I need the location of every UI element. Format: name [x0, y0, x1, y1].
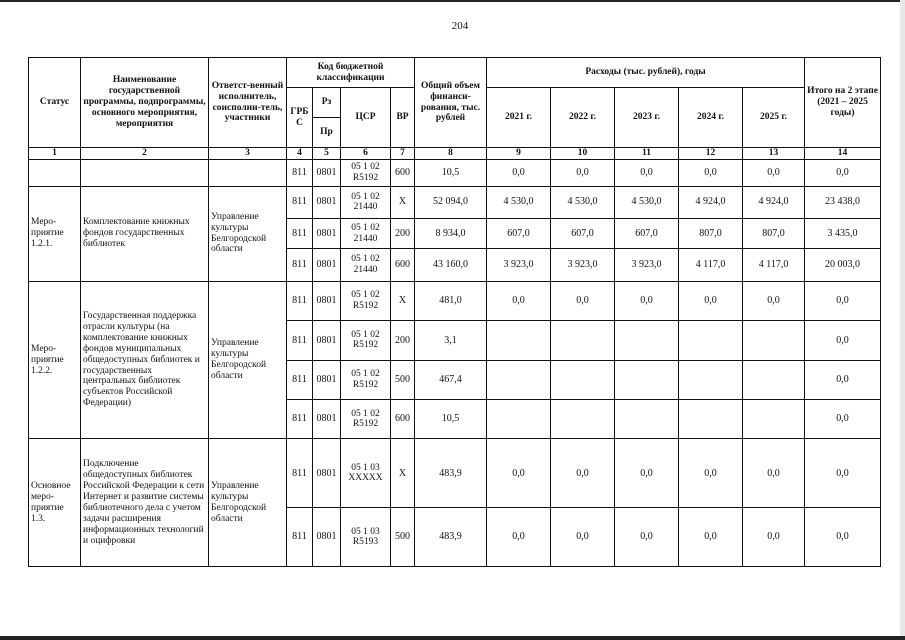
grbs-cell: 811 [287, 321, 313, 360]
grbs-cell: 811 [287, 249, 313, 281]
column-index-cell: 14 [805, 148, 881, 160]
group-main-measure-1-3 [29, 439, 881, 567]
value-2024: 0,0 [679, 160, 743, 186]
column-index-row [29, 148, 881, 160]
table-row [29, 439, 881, 508]
grbs-cell: 811 [287, 160, 313, 186]
rzpr-cell: 0801 [313, 160, 341, 186]
value-2023 [615, 399, 679, 439]
vr-cell: 600 [391, 249, 415, 281]
vr-cell: 500 [391, 508, 415, 567]
value-2021 [487, 360, 551, 399]
value-2021: 0,0 [487, 281, 551, 320]
header-total-volume: Общий объем финанси-рования, тыс. рублей [415, 58, 487, 148]
value-stage-total: 0,0 [805, 160, 881, 186]
value-2023: 3 923,0 [615, 249, 679, 281]
value-2025: 0,0 [743, 160, 805, 186]
scan-edge-top [0, 0, 905, 2]
value-2024: 4 924,0 [679, 186, 743, 218]
vr-cell: 200 [391, 321, 415, 360]
value-stage-total: 0,0 [805, 281, 881, 320]
header-2023: 2023 г. [615, 88, 679, 148]
column-index-cell: 2 [81, 148, 209, 160]
csr-cell: 05 1 02 R5192 [341, 321, 391, 360]
total-cell: 43 160,0 [415, 249, 487, 281]
rzpr-cell: 0801 [313, 321, 341, 360]
total-cell: 52 094,0 [415, 186, 487, 218]
value-2024: 807,0 [679, 218, 743, 248]
rzpr-cell: 0801 [313, 186, 341, 218]
value-2025 [743, 321, 805, 360]
value-2025: 0,0 [743, 439, 805, 508]
value-2023 [615, 321, 679, 360]
value-2022: 3 923,0 [551, 249, 615, 281]
value-2022: 4 530,0 [551, 186, 615, 218]
value-2021: 607,0 [487, 218, 551, 248]
column-index-cell: 8 [415, 148, 487, 160]
rzpr-cell: 0801 [313, 218, 341, 248]
value-stage-total: 0,0 [805, 321, 881, 360]
vr-cell: 600 [391, 399, 415, 439]
column-index-cell: 12 [679, 148, 743, 160]
header-executor: Ответст-венный исполнитель, соисполни-тель, участники [209, 58, 287, 148]
header-vr: ВР [391, 88, 415, 148]
vr-cell: 600 [391, 160, 415, 186]
value-2022 [551, 321, 615, 360]
value-stage-total: 23 438,0 [805, 186, 881, 218]
value-2021: 0,0 [487, 439, 551, 508]
table-row [29, 160, 881, 186]
value-2024 [679, 399, 743, 439]
csr-cell: 05 1 02 R5192 [341, 399, 391, 439]
status-cell: Основное меро-приятие 1.3. [29, 439, 81, 567]
total-cell: 467,4 [415, 360, 487, 399]
value-2025: 4 117,0 [743, 249, 805, 281]
budget-table [28, 57, 881, 567]
header-2021: 2021 г. [487, 88, 551, 148]
scan-edge-right [900, 0, 905, 640]
value-2024: 0,0 [679, 281, 743, 320]
total-cell: 10,5 [415, 399, 487, 439]
rzpr-cell: 0801 [313, 360, 341, 399]
value-stage-total: 0,0 [805, 439, 881, 508]
value-stage-total: 0,0 [805, 360, 881, 399]
value-stage-total: 0,0 [805, 399, 881, 439]
group-measure-1-2-2 [29, 281, 881, 439]
value-2024 [679, 360, 743, 399]
executor-cell: Управление культуры Белгородской области [209, 186, 287, 281]
value-2025 [743, 399, 805, 439]
csr-cell: 05 1 02 R5192 [341, 281, 391, 320]
header-expenses: Расходы (тыс. рублей), годы [487, 58, 805, 88]
column-index-cell: 7 [391, 148, 415, 160]
rzpr-cell: 0801 [313, 249, 341, 281]
value-2021 [487, 399, 551, 439]
header-2024: 2024 г. [679, 88, 743, 148]
empty-name-cell [81, 160, 209, 186]
vr-cell: 200 [391, 218, 415, 248]
empty-executor-cell [209, 160, 287, 186]
group-measure-1-2-1 [29, 186, 881, 281]
measure-name-cell: Комплектование книжных фондов государственных библиотек [81, 186, 209, 281]
csr-cell: 05 1 03 R5193 [341, 508, 391, 567]
header-2025: 2025 г. [743, 88, 805, 148]
header-2022: 2022 г. [551, 88, 615, 148]
scan-edge-bottom [0, 636, 905, 640]
value-2025: 0,0 [743, 508, 805, 567]
header-grbs: ГРБ С [287, 88, 313, 148]
header-csr: ЦСР [341, 88, 391, 148]
value-2021 [487, 321, 551, 360]
value-2022: 607,0 [551, 218, 615, 248]
value-stage-total: 0,0 [805, 508, 881, 567]
header-rz: Рз [313, 88, 341, 117]
value-2025: 4 924,0 [743, 186, 805, 218]
value-2021: 0,0 [487, 508, 551, 567]
csr-cell: 05 1 03 ХХХХХ [341, 439, 391, 508]
grbs-cell: 811 [287, 439, 313, 508]
value-2022 [551, 360, 615, 399]
value-2021: 0,0 [487, 160, 551, 186]
rzpr-cell: 0801 [313, 439, 341, 508]
rzpr-cell: 0801 [313, 281, 341, 320]
total-cell: 483,9 [415, 508, 487, 567]
rzpr-cell: 0801 [313, 508, 341, 567]
csr-cell: 05 1 02 R5192 [341, 360, 391, 399]
column-index-cell: 6 [341, 148, 391, 160]
total-cell: 10,5 [415, 160, 487, 186]
status-cell: Меро-приятие 1.2.2. [29, 281, 81, 439]
csr-cell: 05 1 02 R5192 [341, 160, 391, 186]
header-pr: Пр [313, 117, 341, 147]
vr-cell: Х [391, 439, 415, 508]
csr-cell: 05 1 02 21440 [341, 249, 391, 281]
total-cell: 3,1 [415, 321, 487, 360]
empty-status-cell [29, 160, 81, 186]
column-index-cell: 5 [313, 148, 341, 160]
value-2025: 807,0 [743, 218, 805, 248]
header-row-1 [29, 58, 881, 88]
column-index-cell: 4 [287, 148, 313, 160]
value-2021: 4 530,0 [487, 186, 551, 218]
grbs-cell: 811 [287, 186, 313, 218]
header-stage-total: Итого на 2 этапе (2021 – 2025 годы) [805, 58, 881, 148]
value-2023: 0,0 [615, 508, 679, 567]
value-stage-total: 20 003,0 [805, 249, 881, 281]
total-cell: 481,0 [415, 281, 487, 320]
value-2022: 0,0 [551, 508, 615, 567]
value-stage-total: 3 435,0 [805, 218, 881, 248]
value-2023: 4 530,0 [615, 186, 679, 218]
value-2024: 4 117,0 [679, 249, 743, 281]
value-2021: 3 923,0 [487, 249, 551, 281]
value-2022 [551, 399, 615, 439]
measure-name-cell: Государственная поддержка отрасли культуры (на комплектование книжных фондов муниципальных общедоступных библиотек и государственных центральных библиотек субъектов Российской Федерации) [81, 281, 209, 439]
vr-cell: Х [391, 281, 415, 320]
rzpr-cell: 0801 [313, 399, 341, 439]
value-2023: 0,0 [615, 160, 679, 186]
vr-cell: Х [391, 186, 415, 218]
vr-cell: 500 [391, 360, 415, 399]
grbs-cell: 811 [287, 399, 313, 439]
table-row [29, 281, 881, 320]
column-index-cell: 9 [487, 148, 551, 160]
page-number: 204 [451, 20, 469, 32]
total-cell: 8 934,0 [415, 218, 487, 248]
grbs-cell: 811 [287, 218, 313, 248]
value-2023: 607,0 [615, 218, 679, 248]
header-budget-code: Код бюджетной классификации [287, 58, 415, 88]
column-index-cell: 1 [29, 148, 81, 160]
grbs-cell: 811 [287, 281, 313, 320]
column-index-cell: 3 [209, 148, 287, 160]
csr-cell: 05 1 02 21440 [341, 186, 391, 218]
value-2023 [615, 360, 679, 399]
value-2025 [743, 360, 805, 399]
header-name: Наименование государственной программы, подпрограммы, основного мероприятия, мероприятия [81, 58, 209, 148]
status-cell: Меро-приятие 1.2.1. [29, 186, 81, 281]
grbs-cell: 811 [287, 360, 313, 399]
executor-cell: Управление культуры Белгородской области [209, 439, 287, 567]
value-2023: 0,0 [615, 281, 679, 320]
column-index-cell: 10 [551, 148, 615, 160]
value-2022: 0,0 [551, 160, 615, 186]
csr-cell: 05 1 02 21440 [341, 218, 391, 248]
value-2023: 0,0 [615, 439, 679, 508]
value-2024: 0,0 [679, 508, 743, 567]
table-row [29, 186, 881, 218]
column-index-cell: 11 [615, 148, 679, 160]
measure-name-cell: Подключение общедоступных библиотек Российской Федерации к сети Интернет и развитие системы библиотечного дела с учетом задачи расширения информационных технологий и оцифровки [81, 439, 209, 567]
total-cell: 483,9 [415, 439, 487, 508]
column-index-cell: 13 [743, 148, 805, 160]
value-2024: 0,0 [679, 439, 743, 508]
header-status: Статус [29, 58, 81, 148]
value-2022: 0,0 [551, 439, 615, 508]
grbs-cell: 811 [287, 508, 313, 567]
value-2022: 0,0 [551, 281, 615, 320]
value-2024 [679, 321, 743, 360]
executor-cell: Управление культуры Белгородской области [209, 281, 287, 439]
value-2025: 0,0 [743, 281, 805, 320]
